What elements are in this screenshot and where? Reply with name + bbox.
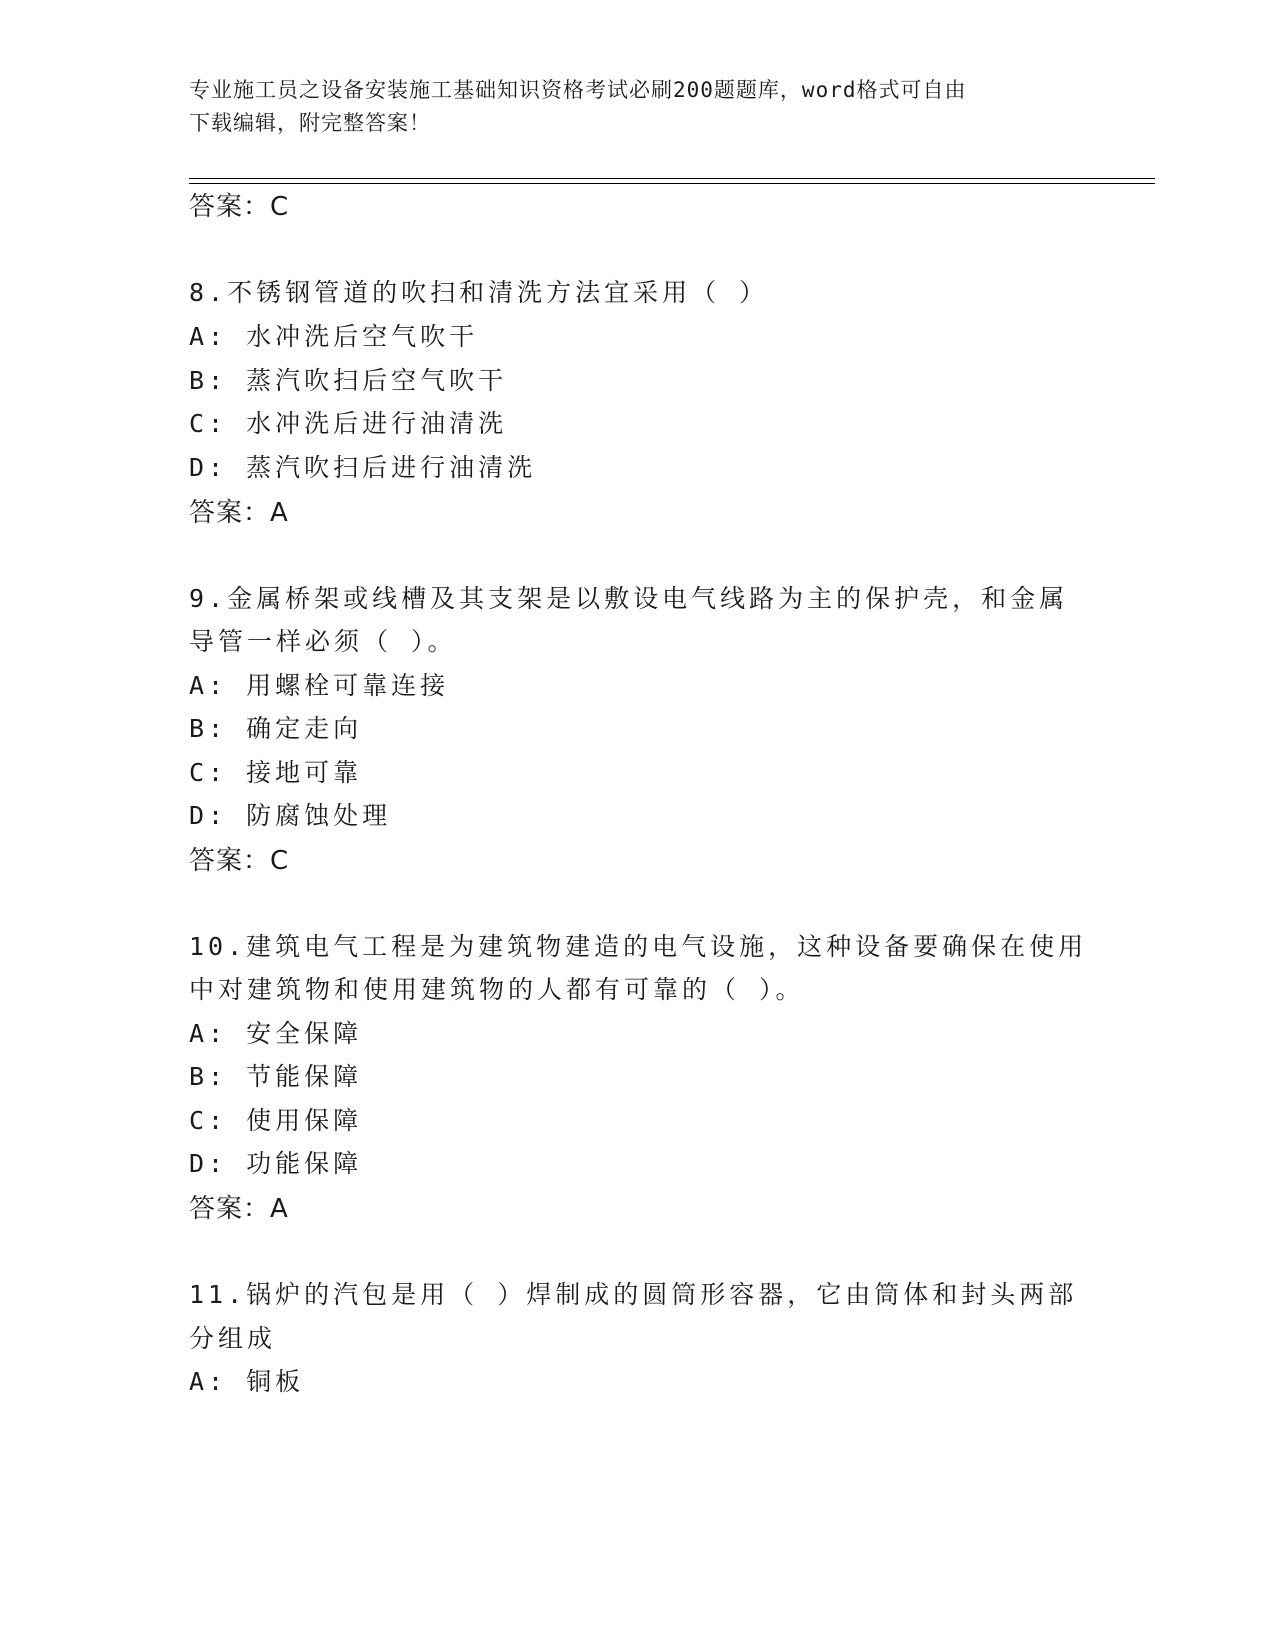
question-8-stem: 8.不锈钢管道的吹扫和清洗方法宜采用（ ） [189,278,769,307]
question-10-option-c: C: 使用保障 [189,1106,363,1135]
question-9-option-d: D: 防腐蚀处理 [189,801,392,830]
question-9-option-c: C: 接地可靠 [189,758,363,787]
question-8-option-d: D: 蒸汽吹扫后进行油清洗 [189,453,537,482]
question-9-stem-line-1: 9.金属桥架或线槽及其支架是以敷设电气线路为主的保护壳，和金属 [189,584,1069,613]
header-divider-top [189,178,1155,179]
question-8-option-a: A: 水冲洗后空气吹干 [189,322,479,351]
question-10-option-b: B: 节能保障 [189,1062,363,1091]
question-10-option-d: D: 功能保障 [189,1149,363,1178]
header-line-1: 专业施工员之设备安装施工基础知识资格考试必刷200题题库，word格式可自由 [189,78,967,102]
question-8-option-b: B: 蒸汽吹扫后空气吹干 [189,366,508,395]
question-11-stem-line-1: 11.锅炉的汽包是用（ ）焊制成的圆筒形容器，它由筒体和封头两部 [189,1280,1078,1309]
question-9-answer: 答案：C [189,846,290,876]
previous-answer: 答案：C [189,192,290,222]
question-10-option-a: A: 安全保障 [189,1019,363,1048]
question-8-option-c: C: 水冲洗后进行油清洗 [189,409,508,438]
question-8-answer: 答案：A [189,498,289,528]
document-header [189,74,1069,140]
question-9-stem-line-2: 导管一样必须（ ）。 [189,627,457,656]
question-11-stem-line-2: 分组成 [189,1324,277,1353]
question-9-option-a: A: 用螺栓可靠连接 [189,671,450,700]
question-9-option-b: B: 确定走向 [189,714,363,743]
question-10-stem-line-1: 10.建筑电气工程是为建筑物建造的电气设施，这种设备要确保在使用 [189,932,1088,961]
header-divider-bottom [189,183,1155,184]
header-line-2: 下载编辑，附完整答案！ [189,111,431,135]
question-10-answer: 答案：A [189,1194,289,1224]
question-10-stem-line-2: 中对建筑物和使用建筑物的人都有可靠的（ ）。 [189,975,805,1004]
question-11-option-a: A: 铜板 [189,1367,305,1396]
